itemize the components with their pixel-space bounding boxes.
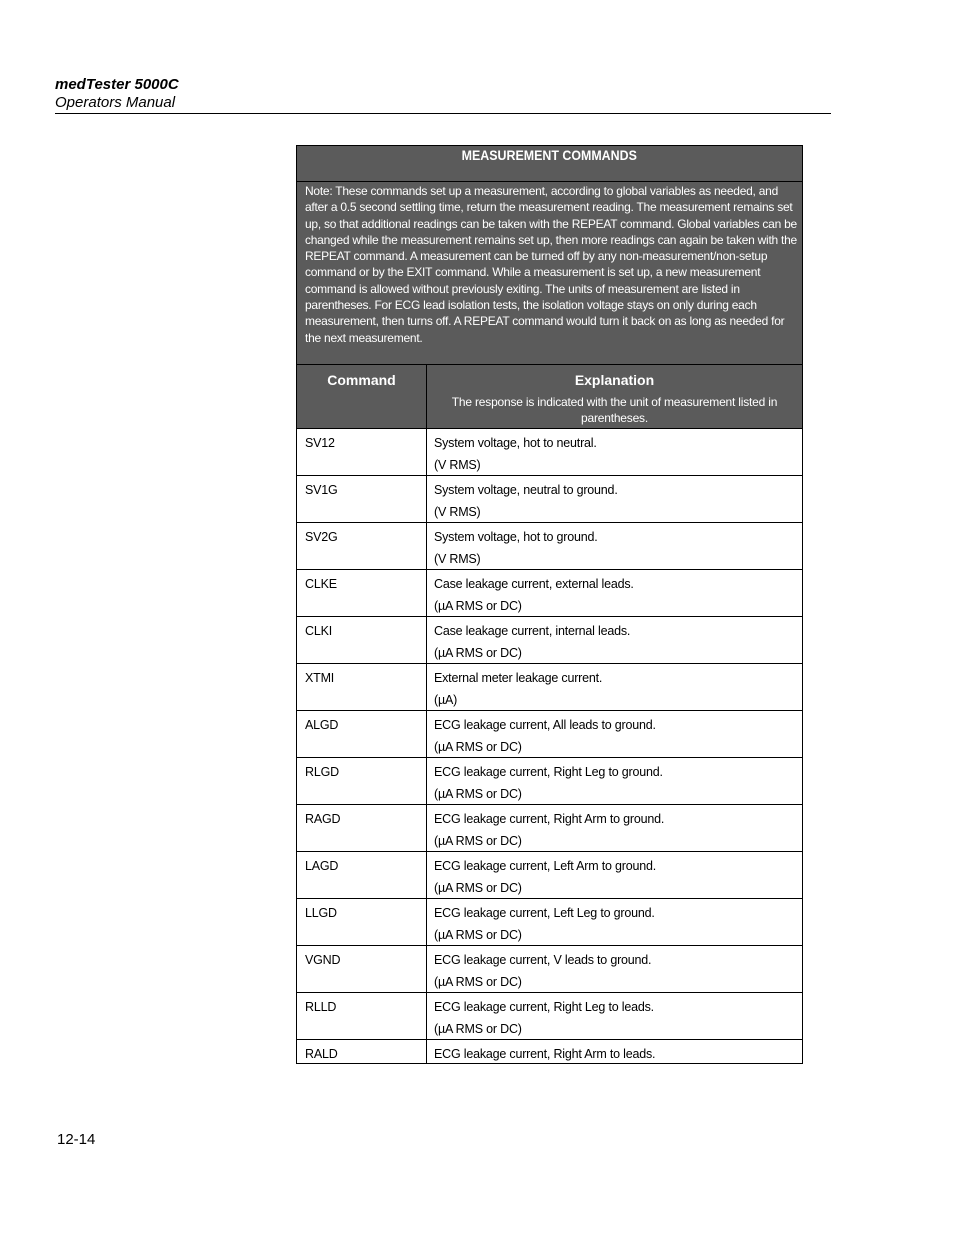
table-row (297, 523, 803, 570)
table-title-text: MEASUREMENT COMMANDS (461, 148, 638, 163)
page-number: 12-14 (57, 1131, 96, 1148)
unit-text: (µA RMS or DC) (434, 1022, 522, 1036)
unit-text: (V RMS) (434, 458, 481, 472)
table-note-text: Note: These commands set up a measurement, according to global variables as needed, and after a 0.5 second settling time, return the measurement reading. The measurement remains set up, so that additional readings can be taken with the REPEAT command. Global variables can be changed while the measurement remains set up, then more readings can again be taken with the REPEAT command. A measurement can be turned off by any non-measurement/non-setup command or by the EXIT command. While a measurement is set up, a new measurement command is allowed without previously exiting. The units of measurement are listed in parentheses. For ECG lead isolation tests, the isolation voltage stays on only during each measurement, then turns off. A REPEAT command would turn it back on as long as needed for the next measurement. (305, 184, 797, 345)
explanation-cell (427, 946, 803, 993)
command-cell: CLKE (297, 570, 427, 617)
table-row (297, 617, 803, 664)
table-row (297, 711, 803, 758)
command-cell: RALD (297, 1040, 427, 1064)
explanation-cell (427, 664, 803, 711)
explanation-cell (427, 523, 803, 570)
column-header-explanation-subtext: The response is indicated with the unit of measurement listed in parentheses. (451, 395, 778, 425)
unit-text: (µA RMS or DC) (434, 740, 522, 754)
command-cell: SV12 (297, 429, 427, 476)
document-subtitle: Operators Manual (55, 94, 176, 111)
explanation-cell (427, 758, 803, 805)
command-cell: SV2G (297, 523, 427, 570)
explanation-text: ECG leakage current, All leads to ground. (434, 718, 656, 732)
table-row (297, 664, 803, 711)
command-cell: RLGD (297, 758, 427, 805)
table-row (297, 805, 803, 852)
explanation-text: ECG leakage current, Right Leg to leads. (434, 1000, 654, 1014)
explanation-cell (427, 1040, 803, 1064)
command-cell: VGND (297, 946, 427, 993)
unit-text: (µA RMS or DC) (434, 787, 522, 801)
column-header-command-label: Command (327, 372, 396, 388)
document-title: medTester 5000C (55, 76, 179, 93)
column-header-command (297, 365, 427, 429)
explanation-text: ECG leakage current, Right Arm to ground. (434, 812, 665, 826)
explanation-text: ECG leakage current, Right Arm to leads. (434, 1047, 656, 1061)
command-cell: CLKI (297, 617, 427, 664)
unit-text: (µA RMS or DC) (434, 881, 522, 895)
table-row (297, 570, 803, 617)
table-row (297, 946, 803, 993)
command-cell: SV1G (297, 476, 427, 523)
command-cell: RAGD (297, 805, 427, 852)
unit-text: (µA) (434, 693, 458, 707)
explanation-text: System voltage, hot to neutral. (434, 436, 597, 450)
table-title (297, 146, 803, 182)
explanation-text: System voltage, hot to ground. (434, 530, 598, 544)
explanation-cell (427, 993, 803, 1040)
explanation-cell (427, 711, 803, 758)
command-cell: XTMI (297, 664, 427, 711)
header-divider (55, 113, 831, 114)
explanation-cell (427, 852, 803, 899)
command-cell: LLGD (297, 899, 427, 946)
explanation-cell (427, 899, 803, 946)
command-cell: RLLD (297, 993, 427, 1040)
unit-text: (µA RMS or DC) (434, 928, 522, 942)
explanation-cell (427, 476, 803, 523)
explanation-cell (427, 570, 803, 617)
measurement-commands-table (296, 145, 803, 1064)
unit-text: (µA RMS or DC) (434, 975, 522, 989)
unit-text: (V RMS) (434, 552, 481, 566)
explanation-text: External meter leakage current. (434, 671, 603, 685)
page-header (55, 76, 831, 112)
unit-text: (V RMS) (434, 505, 481, 519)
explanation-cell (427, 429, 803, 476)
measurement-commands-table-container (296, 145, 802, 1064)
explanation-text: ECG leakage current, V leads to ground. (434, 953, 652, 967)
explanation-text: Case leakage current, external leads. (434, 577, 634, 591)
unit-text: (µA RMS or DC) (434, 646, 522, 660)
table-row (297, 1040, 803, 1064)
table-note (297, 182, 803, 365)
explanation-text: Case leakage current, internal leads. (434, 624, 631, 638)
column-header-explanation-label: Explanation (574, 372, 655, 388)
command-cell: ALGD (297, 711, 427, 758)
table-row (297, 852, 803, 899)
table-row (297, 899, 803, 946)
explanation-text: ECG leakage current, Left Arm to ground. (434, 859, 656, 873)
column-header-explanation (427, 365, 803, 429)
table-row (297, 429, 803, 476)
explanation-text: ECG leakage current, Left Leg to ground. (434, 906, 655, 920)
explanation-text: System voltage, neutral to ground. (434, 483, 618, 497)
command-cell: LAGD (297, 852, 427, 899)
unit-text: (µA RMS or DC) (434, 599, 522, 613)
explanation-cell (427, 805, 803, 852)
table-row (297, 993, 803, 1040)
table-row (297, 758, 803, 805)
explanation-text: ECG leakage current, Right Leg to ground. (434, 765, 663, 779)
unit-text: (µA RMS or DC) (434, 834, 522, 848)
explanation-cell (427, 617, 803, 664)
table-row (297, 476, 803, 523)
